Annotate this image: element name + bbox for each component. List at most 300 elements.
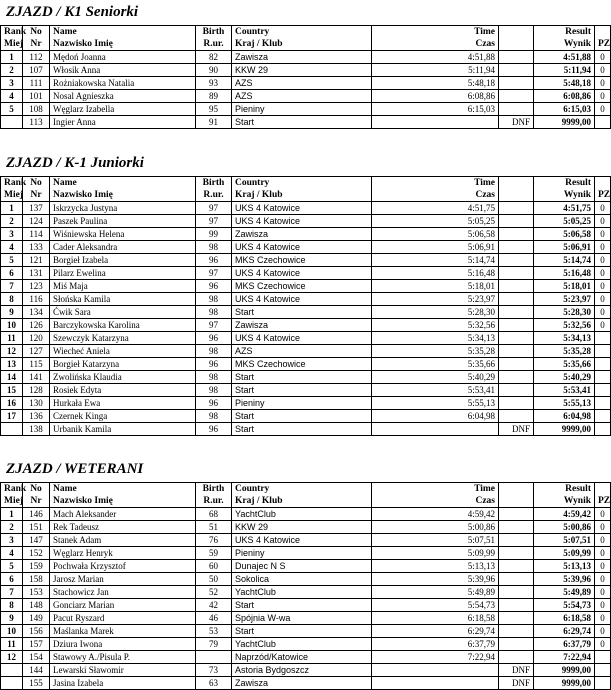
club-cell: Naprzód/Katowice	[232, 651, 372, 664]
club-cell: Start	[232, 625, 372, 638]
dnf-cell	[499, 508, 534, 521]
country-header: Country	[232, 26, 372, 39]
start-number-cell: 113	[23, 116, 50, 129]
start-number-cell: 156	[23, 625, 50, 638]
start-number-cell: 137	[23, 202, 50, 215]
dnf-cell	[499, 397, 534, 410]
time-cell: 5:06,58	[372, 228, 499, 241]
birth-year-cell: 42	[196, 599, 232, 612]
table-row	[1, 332, 611, 345]
time-subheader: Czas	[372, 189, 499, 202]
time-cell: 5:34,13	[372, 332, 499, 345]
start-number-cell: 151	[23, 521, 50, 534]
table-row	[1, 371, 611, 384]
dnf-header	[499, 483, 534, 496]
start-number-cell: 101	[23, 90, 50, 103]
club-cell: Start	[232, 423, 372, 436]
club-cell: Astoria Bydgoszcz	[232, 664, 372, 677]
time-cell: 4:51,75	[372, 202, 499, 215]
rank-cell: 9	[1, 306, 23, 319]
time-cell: 5:32,56	[372, 319, 499, 332]
table-row	[1, 423, 611, 436]
result-cell: 5:39,96	[534, 573, 595, 586]
pz-cell: 0	[595, 77, 611, 90]
time-cell: 5:39,96	[372, 573, 499, 586]
rank-cell: 11	[1, 638, 23, 651]
birth-subheader: R.ur.	[196, 38, 232, 51]
time-cell: 5:40,29	[372, 371, 499, 384]
table-row	[1, 677, 611, 690]
athlete-name-cell: Borgieł Katarzyna	[50, 358, 196, 371]
rank-cell	[1, 677, 23, 690]
birth-year-cell: 52	[196, 586, 232, 599]
result-cell: 5:54,73	[534, 599, 595, 612]
time-cell	[372, 116, 499, 129]
pz-cell	[595, 677, 611, 690]
time-cell: 5:05,25	[372, 215, 499, 228]
pz-cell: 0	[595, 215, 611, 228]
dnf-cell	[499, 64, 534, 77]
country-header: Country	[232, 177, 372, 190]
rank-cell: 9	[1, 612, 23, 625]
club-cell: Start	[232, 116, 372, 129]
rank-header: Rank	[1, 177, 23, 190]
dnf-cell	[499, 254, 534, 267]
birth-subheader: R.ur.	[196, 189, 232, 202]
athlete-name-cell: Mach Aleksander	[50, 508, 196, 521]
athlete-name-cell: Jarosz Marian	[50, 573, 196, 586]
no-header: No	[23, 177, 50, 190]
start-number-cell: 154	[23, 651, 50, 664]
dnf-cell	[499, 90, 534, 103]
birth-year-cell: 50	[196, 573, 232, 586]
club-cell: UKS 4 Katowice	[232, 202, 372, 215]
pz-cell: 0	[595, 534, 611, 547]
rank-cell: 10	[1, 625, 23, 638]
result-cell: 5:35,66	[534, 358, 595, 371]
birth-year-cell: 73	[196, 664, 232, 677]
table-row	[1, 241, 611, 254]
rank-cell: 12	[1, 345, 23, 358]
rank-cell: 1	[1, 202, 23, 215]
header-row-sub	[1, 38, 611, 51]
rank-cell: 6	[1, 573, 23, 586]
athlete-name-cell: Włosik Anna	[50, 64, 196, 77]
pz-cell: 0	[595, 202, 611, 215]
table-row	[1, 508, 611, 521]
rank-cell: 17	[1, 410, 23, 423]
result-cell: 4:59,42	[534, 508, 595, 521]
birth-year-cell: 93	[196, 77, 232, 90]
dnf-cell	[499, 293, 534, 306]
result-subheader: Wynik	[534, 189, 595, 202]
table-row	[1, 306, 611, 319]
start-number-cell: 157	[23, 638, 50, 651]
time-header: Time	[372, 483, 499, 496]
dnf-cell	[499, 77, 534, 90]
athlete-name-cell: Jasina Izabela	[50, 677, 196, 690]
start-number-cell: 136	[23, 410, 50, 423]
club-cell: MKS Czechowice	[232, 358, 372, 371]
no-subheader: Nr	[23, 495, 50, 508]
time-cell: 7:22,94	[372, 651, 499, 664]
time-header: Time	[372, 26, 499, 39]
result-cell: 5:16,48	[534, 267, 595, 280]
rank-cell: 5	[1, 103, 23, 116]
birth-year-cell: 95	[196, 103, 232, 116]
time-cell: 5:23,97	[372, 293, 499, 306]
rank-cell: 12	[1, 651, 23, 664]
dnf-cell	[499, 560, 534, 573]
athlete-name-cell: Barczykowska Karolina	[50, 319, 196, 332]
name-header: Name	[50, 26, 196, 39]
club-cell: AZS	[232, 90, 372, 103]
club-cell: YachtClub	[232, 586, 372, 599]
athlete-name-cell: Hurkała Ewa	[50, 397, 196, 410]
result-cell: 9999,00	[534, 664, 595, 677]
table-row	[1, 547, 611, 560]
dnf-cell	[499, 371, 534, 384]
birth-year-cell	[196, 651, 232, 664]
results-table	[0, 176, 611, 436]
header-row	[1, 177, 611, 190]
birth-year-cell: 90	[196, 64, 232, 77]
time-header: Time	[372, 177, 499, 190]
section-title: ZJAZD / K-1 Juniorki	[6, 155, 144, 171]
result-header: Result	[534, 26, 595, 39]
table-row	[1, 560, 611, 573]
rank-cell: 2	[1, 215, 23, 228]
table-row	[1, 215, 611, 228]
start-number-cell: 126	[23, 319, 50, 332]
rank-cell: 7	[1, 280, 23, 293]
club-cell: AZS	[232, 345, 372, 358]
athlete-name-cell: Szewczyk Katarzyna	[50, 332, 196, 345]
no-subheader: Nr	[23, 38, 50, 51]
time-cell	[372, 423, 499, 436]
result-header: Result	[534, 177, 595, 190]
pz-cell	[595, 423, 611, 436]
pz-cell	[595, 332, 611, 345]
results-table	[0, 482, 611, 690]
club-cell: UKS 4 Katowice	[232, 215, 372, 228]
dnf-cell	[499, 228, 534, 241]
club-cell: YachtClub	[232, 508, 372, 521]
time-subheader: Czas	[372, 38, 499, 51]
result-cell: 5:48,18	[534, 77, 595, 90]
time-cell	[372, 664, 499, 677]
pz-cell: 0	[595, 241, 611, 254]
rank-subheader: Miej	[1, 189, 23, 202]
pz-cell: 0	[595, 547, 611, 560]
rank-cell: 15	[1, 384, 23, 397]
athlete-name-cell: Stachowicz Jan	[50, 586, 196, 599]
athlete-name-cell: Iskrzycka Justyna	[50, 202, 196, 215]
time-subheader: Czas	[372, 495, 499, 508]
time-cell: 5:35,66	[372, 358, 499, 371]
rank-cell: 2	[1, 64, 23, 77]
birth-year-cell: 76	[196, 534, 232, 547]
club-cell: UKS 4 Katowice	[232, 267, 372, 280]
start-number-cell: 149	[23, 612, 50, 625]
club-cell: Pieniny	[232, 547, 372, 560]
club-cell: Start	[232, 306, 372, 319]
pz-cell: 0	[595, 306, 611, 319]
rank-cell: 14	[1, 371, 23, 384]
name-subheader: Nazwisko Imię	[50, 495, 196, 508]
country-subheader: Kraj / Klub	[232, 38, 372, 51]
rank-cell	[1, 664, 23, 677]
country-subheader: Kraj / Klub	[232, 189, 372, 202]
start-number-cell: 147	[23, 534, 50, 547]
dnf-cell	[499, 332, 534, 345]
birth-year-cell: 98	[196, 293, 232, 306]
birth-year-cell: 96	[196, 397, 232, 410]
pz-cell: 0	[595, 586, 611, 599]
pz-cell: 0	[595, 599, 611, 612]
pz-cell: 0	[595, 319, 611, 332]
club-cell: Spójnia W-wa	[232, 612, 372, 625]
birth-year-cell: 68	[196, 508, 232, 521]
rank-cell: 8	[1, 599, 23, 612]
birth-year-cell: 98	[196, 384, 232, 397]
table-row	[1, 267, 611, 280]
name-header: Name	[50, 177, 196, 190]
athlete-name-cell: Rosiek Edyta	[50, 384, 196, 397]
dnf-subheader	[499, 38, 534, 51]
start-number-cell: 155	[23, 677, 50, 690]
birth-year-cell: 53	[196, 625, 232, 638]
start-number-cell: 121	[23, 254, 50, 267]
header-row	[1, 26, 611, 39]
club-cell: Zawisza	[232, 228, 372, 241]
rank-cell: 3	[1, 77, 23, 90]
club-cell: Dunajec N S	[232, 560, 372, 573]
result-cell: 6:08,86	[534, 90, 595, 103]
athlete-name-cell: Gonciarz Marian	[50, 599, 196, 612]
pz-header: PZ	[595, 38, 611, 51]
dnf-cell	[499, 384, 534, 397]
pz-cell: 0	[595, 612, 611, 625]
birth-header: Birth	[196, 177, 232, 190]
table-row	[1, 410, 611, 423]
birth-year-cell: 89	[196, 90, 232, 103]
pz-cell: 0	[595, 280, 611, 293]
result-subheader: Wynik	[534, 495, 595, 508]
table-row	[1, 384, 611, 397]
birth-year-cell: 97	[196, 202, 232, 215]
start-number-cell: 116	[23, 293, 50, 306]
pz-cell	[595, 116, 611, 129]
result-cell: 6:15,03	[534, 103, 595, 116]
table-row	[1, 293, 611, 306]
rank-cell: 10	[1, 319, 23, 332]
result-cell: 9999,00	[534, 116, 595, 129]
club-cell: YachtClub	[232, 638, 372, 651]
time-cell: 6:37,79	[372, 638, 499, 651]
club-cell: Start	[232, 410, 372, 423]
pz-cell: 0	[595, 560, 611, 573]
dnf-cell	[499, 534, 534, 547]
athlete-name-cell: Węglarz Henryk	[50, 547, 196, 560]
dnf-cell	[499, 586, 534, 599]
dnf-cell: DNF	[499, 116, 534, 129]
rank-cell: 1	[1, 508, 23, 521]
pz-cell: 0	[595, 64, 611, 77]
pz-cell	[595, 410, 611, 423]
athlete-name-cell: Paszek Paulina	[50, 215, 196, 228]
club-cell: Pieniny	[232, 103, 372, 116]
rank-cell: 2	[1, 521, 23, 534]
time-cell: 5:13,13	[372, 560, 499, 573]
header-row-sub	[1, 495, 611, 508]
result-cell: 5:11,94	[534, 64, 595, 77]
result-cell: 5:49,89	[534, 586, 595, 599]
pz-cell	[595, 345, 611, 358]
birth-year-cell: 96	[196, 332, 232, 345]
club-cell: UKS 4 Katowice	[232, 534, 372, 547]
dnf-cell	[499, 547, 534, 560]
club-cell: AZS	[232, 77, 372, 90]
result-cell: 5:18,01	[534, 280, 595, 293]
pz-header: PZ	[595, 495, 611, 508]
pz-cell: 0	[595, 90, 611, 103]
time-cell: 5:14,74	[372, 254, 499, 267]
pz-cell: 0	[595, 573, 611, 586]
club-cell: Start	[232, 371, 372, 384]
club-cell: UKS 4 Katowice	[232, 293, 372, 306]
result-cell: 5:14,74	[534, 254, 595, 267]
header-row	[1, 483, 611, 496]
rank-cell: 4	[1, 241, 23, 254]
time-cell: 6:29,74	[372, 625, 499, 638]
birth-year-cell: 91	[196, 116, 232, 129]
table-row	[1, 103, 611, 116]
result-cell: 5:55,13	[534, 397, 595, 410]
start-number-cell: 148	[23, 599, 50, 612]
dnf-cell	[499, 651, 534, 664]
club-cell: UKS 4 Katowice	[232, 332, 372, 345]
dnf-cell: DNF	[499, 423, 534, 436]
time-cell: 5:49,89	[372, 586, 499, 599]
result-cell: 9999,00	[534, 423, 595, 436]
result-cell: 9999,00	[534, 677, 595, 690]
start-number-cell: 111	[23, 77, 50, 90]
table-row	[1, 534, 611, 547]
result-cell: 4:51,75	[534, 202, 595, 215]
club-cell: Sokolica	[232, 573, 372, 586]
time-cell: 5:06,91	[372, 241, 499, 254]
athlete-name-cell: Stawowy A./Pisula P.	[50, 651, 196, 664]
table-row	[1, 254, 611, 267]
time-cell: 5:55,13	[372, 397, 499, 410]
table-row	[1, 638, 611, 651]
result-subheader: Wynik	[534, 38, 595, 51]
athlete-name-cell: Mędoń Joanna	[50, 51, 196, 64]
pz-cell: 0	[595, 638, 611, 651]
athlete-name-cell: Urbanik Kamila	[50, 423, 196, 436]
start-number-cell: 115	[23, 358, 50, 371]
pz-cell	[595, 384, 611, 397]
rank-cell: 16	[1, 397, 23, 410]
result-cell: 5:28,30	[534, 306, 595, 319]
dnf-cell	[499, 241, 534, 254]
table-row	[1, 116, 611, 129]
pz-cell: 0	[595, 51, 611, 64]
athlete-name-cell: Maślanka Marek	[50, 625, 196, 638]
dnf-cell	[499, 573, 534, 586]
athlete-name-cell: Rek Tadeusz	[50, 521, 196, 534]
start-number-cell: 120	[23, 332, 50, 345]
club-cell: Zawisza	[232, 677, 372, 690]
birth-year-cell: 96	[196, 423, 232, 436]
results-table	[0, 25, 611, 129]
start-number-cell: 114	[23, 228, 50, 241]
dnf-header	[499, 26, 534, 39]
birth-year-cell: 99	[196, 228, 232, 241]
athlete-name-cell: Czernek Kinga	[50, 410, 196, 423]
athlete-name-cell: Węglarz Izabella	[50, 103, 196, 116]
pz-cell: 0	[595, 625, 611, 638]
start-number-cell: 152	[23, 547, 50, 560]
birth-year-cell: 98	[196, 345, 232, 358]
table-row	[1, 573, 611, 586]
rank-cell: 1	[1, 51, 23, 64]
rank-cell: 8	[1, 293, 23, 306]
result-cell: 6:18,58	[534, 612, 595, 625]
birth-year-cell: 79	[196, 638, 232, 651]
athlete-name-cell: Cader Aleksandra	[50, 241, 196, 254]
start-number-cell: 130	[23, 397, 50, 410]
pz-cell	[595, 664, 611, 677]
dnf-subheader	[499, 495, 534, 508]
pz-header-top	[595, 26, 611, 39]
time-cell: 5:16,48	[372, 267, 499, 280]
start-number-cell: 138	[23, 423, 50, 436]
dnf-cell	[499, 51, 534, 64]
table-row	[1, 651, 611, 664]
club-cell: Start	[232, 599, 372, 612]
birth-year-cell: 97	[196, 319, 232, 332]
birth-year-cell: 97	[196, 267, 232, 280]
table-row	[1, 280, 611, 293]
time-cell: 5:00,86	[372, 521, 499, 534]
result-cell: 6:04,98	[534, 410, 595, 423]
birth-year-cell: 46	[196, 612, 232, 625]
birth-year-cell: 96	[196, 280, 232, 293]
dnf-cell	[499, 215, 534, 228]
rank-subheader: Miej	[1, 495, 23, 508]
dnf-cell	[499, 612, 534, 625]
result-cell: 4:51,88	[534, 51, 595, 64]
birth-year-cell: 98	[196, 410, 232, 423]
result-cell: 5:09,99	[534, 547, 595, 560]
athlete-name-cell: Zwolińska Klaudia	[50, 371, 196, 384]
club-cell: KKW 29	[232, 521, 372, 534]
birth-year-cell: 63	[196, 677, 232, 690]
athlete-name-cell: Ingier Anna	[50, 116, 196, 129]
table-row	[1, 521, 611, 534]
result-cell: 5:32,56	[534, 319, 595, 332]
start-number-cell: 141	[23, 371, 50, 384]
time-cell: 4:51,88	[372, 51, 499, 64]
birth-year-cell: 97	[196, 215, 232, 228]
result-cell: 5:06,58	[534, 228, 595, 241]
pz-cell	[595, 397, 611, 410]
time-cell: 5:53,41	[372, 384, 499, 397]
no-header: No	[23, 26, 50, 39]
pz-header-top	[595, 483, 611, 496]
